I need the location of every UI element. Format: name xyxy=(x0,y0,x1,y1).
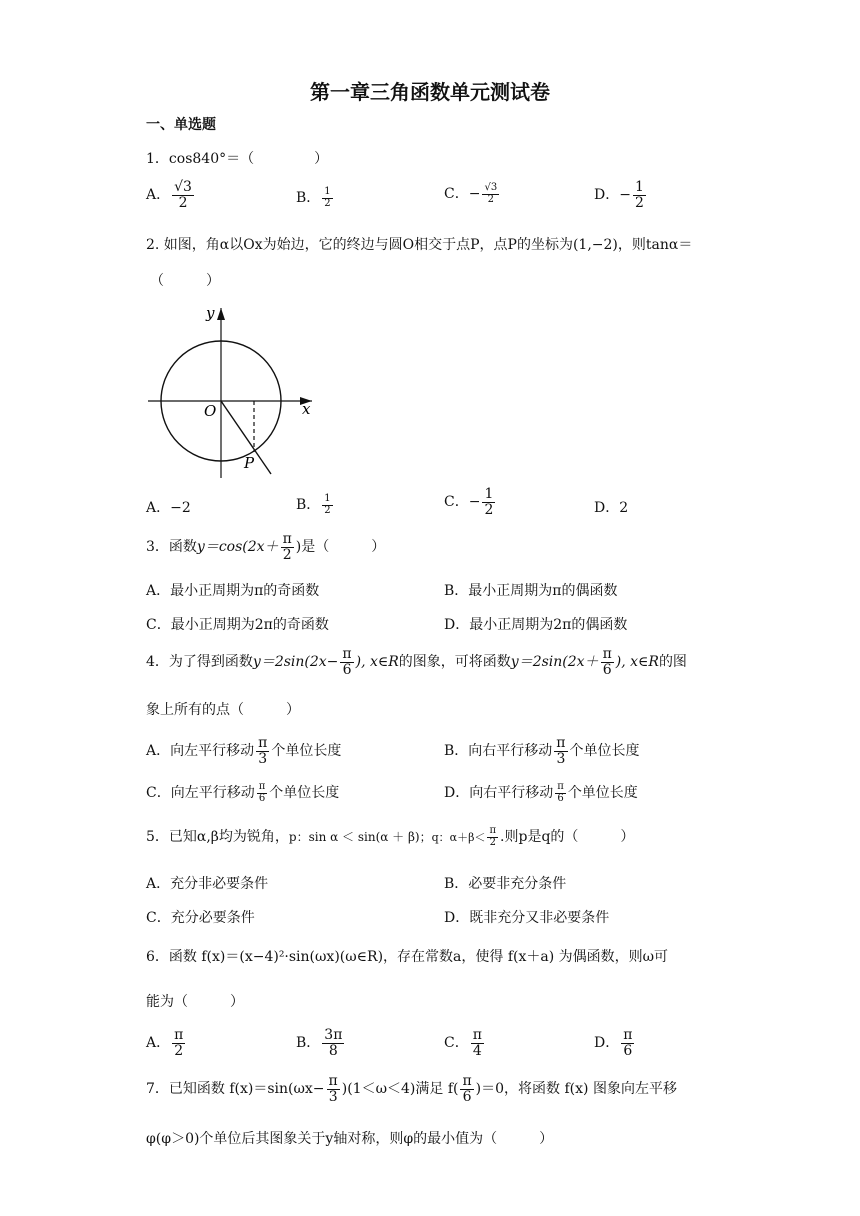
q2-option-a: A．−2 xyxy=(146,500,191,516)
q3-option-d: D．最小正周期为2π的偶函数 xyxy=(444,617,628,633)
unit-circle-figure xyxy=(140,300,330,480)
q4-option-b: B．向右平行移动 $\frac{\pi}{3}$ 个单位长度 xyxy=(444,735,640,767)
q1-option-c: C．− $\frac{√3}{2}$ xyxy=(444,182,498,205)
question-6-line2: 能为（ ） xyxy=(146,994,244,1010)
q2-option-b: B． $\frac{1}{2}$ xyxy=(296,493,331,516)
q5-option-b: B．必要非充分条件 xyxy=(444,876,567,892)
q5-option-c: C．充分必要条件 xyxy=(146,910,255,926)
q3-option-c: C．最小正周期为2π的奇函数 xyxy=(146,617,329,633)
question-3-stem: 3．函数y＝cos(2x＋ $\frac{\pi}{2}$ )是（ ） xyxy=(146,531,386,563)
question-5-stem: 5．已知α,β均为锐角，p：sin α ＜ sin(α ＋ β)；q：α＋β＜ $\frac{\pi}{2}$ .则p是q的（ ） xyxy=(146,825,635,848)
question-7-line2: φ(φ＞0)个单位后其图象关于y轴对称，则φ的最小值为（ ） xyxy=(146,1131,554,1147)
fig-p-label: P xyxy=(244,454,255,472)
question-1-stem: 1．cos840°＝（ ） xyxy=(146,151,329,167)
question-2-stem: 2. 如图，角α以Ox为始边，它的终边与圆O相交于点P，点P的坐标为(1,−2)，则tanα＝ xyxy=(146,237,693,253)
question-7-stem: 7．已知函数 f(x)＝sin(ωx− $\frac{\pi}{3}$ )(1＜ω＜4)满足 f( $\frac{\pi}{6}$ )＝0，将函数 f(x) 图象向左平移 xyxy=(146,1073,677,1105)
fig-o-label: O xyxy=(204,402,217,420)
q6-option-d: D． $\frac{\pi}{6}$ xyxy=(594,1027,633,1059)
q1-option-d: D．− $\frac{1}{2}$ xyxy=(594,179,644,211)
fig-x-label: x xyxy=(302,400,311,418)
q4-option-d: D．向右平行移动 $\frac{\pi}{6}$ 个单位长度 xyxy=(444,781,638,804)
q4-option-c: C．向左平行移动 $\frac{\pi}{6}$ 个单位长度 xyxy=(146,781,340,804)
q6-option-b: B． $\frac{3\pi}{8}$ xyxy=(296,1027,343,1059)
q1-option-a: A． $\frac{√3}{2}$ xyxy=(146,179,192,211)
q6-option-a: A． $\frac{\pi}{2}$ xyxy=(146,1027,184,1059)
question-4-line2: 象上所有的点（ ） xyxy=(146,702,300,718)
q5-option-d: D．既非充分又非必要条件 xyxy=(444,910,610,926)
fig-y-label: y xyxy=(206,304,215,322)
q3-option-b: B．最小正周期为π的偶函数 xyxy=(444,583,618,599)
question-4-stem: 4．为了得到函数y＝2sin(2x− $\frac{\pi}{6}$ ), x∈R的图象，可将函数y＝2sin(2x＋ $\frac{\pi}{6}$ ), x∈R的图 xyxy=(146,646,687,678)
q6-option-c: C． $\frac{\pi}{4}$ xyxy=(444,1027,482,1059)
section-heading: 一、单选题 xyxy=(146,117,216,133)
q1-option-b: B． $\frac{1}{2}$ xyxy=(296,186,331,209)
q4-option-a: A．向左平行移动 $\frac{\pi}{3}$ 个单位长度 xyxy=(146,735,342,767)
page-title: 第一章三角函数单元测试卷 xyxy=(310,80,550,104)
q3-option-a: A．最小正周期为π的奇函数 xyxy=(146,583,320,599)
question-6-stem: 6．函数 f(x)＝(x−4)²·sin(ωx)(ω∈R)，存在常数a，使得 f(x＋a) 为偶函数，则ω可 xyxy=(146,949,669,965)
question-2-paren: （ ） xyxy=(150,273,220,289)
q2-option-d: D．2 xyxy=(594,500,629,516)
q2-option-c: C．− $\frac{1}{2}$ xyxy=(444,486,494,518)
q5-option-a: A．充分非必要条件 xyxy=(146,876,269,892)
